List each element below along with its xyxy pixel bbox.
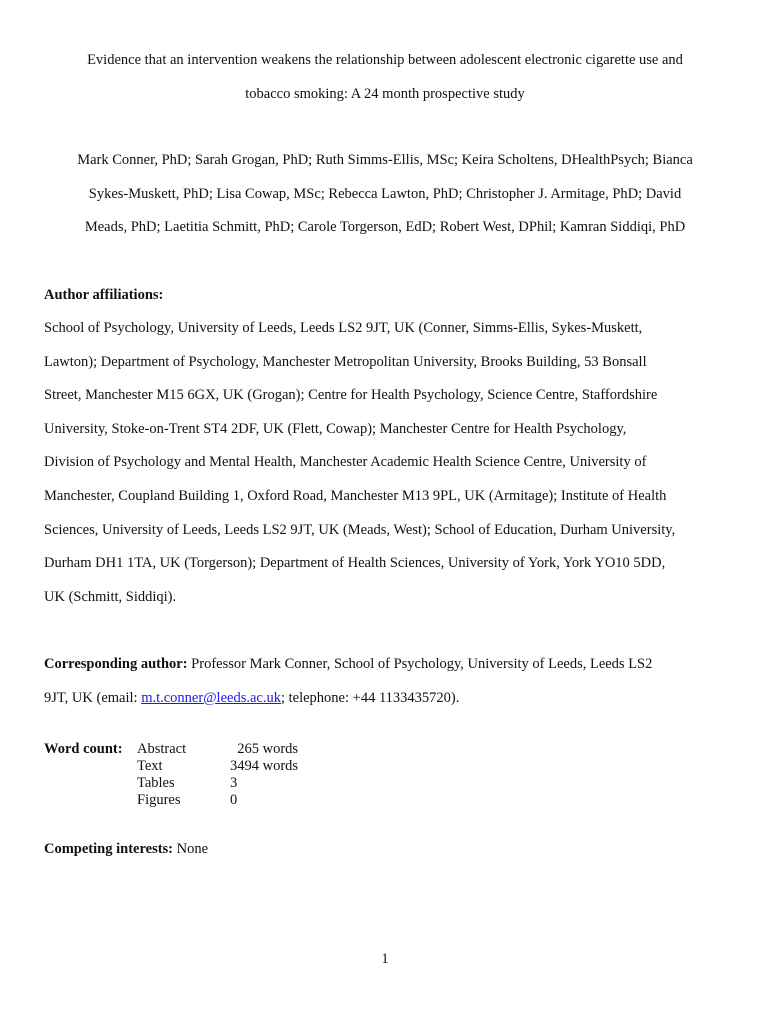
affiliation-line: Street, Manchester M15 6GX, UK (Grogan); Centre for Health Psychology, Science Centre, Staffordshire xyxy=(44,387,658,404)
word-count-value: 3 xyxy=(230,775,238,791)
affiliation-line: Durham DH1 1TA, UK (Torgerson); Department of Health Sciences, University of York, York YO10 5DD, xyxy=(44,555,666,572)
competing-interests xyxy=(44,833,734,867)
competing-interests-value: None xyxy=(173,841,209,857)
corresponding-line-2 xyxy=(44,682,734,716)
affiliations-heading: Author affiliations: xyxy=(44,287,164,303)
author-list xyxy=(40,144,730,245)
affiliation-line: Manchester, Coupland Building 1, Oxford Road, Manchester M13 9PL, UK (Armitage); Institute of Health xyxy=(44,487,667,504)
corresponding-label: Corresponding author: xyxy=(44,656,188,672)
word-count-value: 3494 words xyxy=(230,758,299,774)
corresponding-details: Professor Mark Conner, School of Psychology, University of Leeds, Leeds LS2 xyxy=(187,656,653,672)
word-count-value: 265 words xyxy=(230,741,299,757)
word-count-item: Text xyxy=(137,758,163,774)
title-line-2: tobacco smoking: A 24 month prospective study xyxy=(245,86,525,102)
affiliation-line: Sciences, University of Leeds, Leeds LS2 9JT, UK (Meads, West); School of Education, Durham University, xyxy=(44,521,676,538)
affiliation-line: Lawton); Department of Psychology, Manchester Metropolitan University, Brooks Building, 53 Bonsall xyxy=(44,353,647,370)
affiliations-text xyxy=(44,312,734,614)
competing-interests-label: Competing interests: xyxy=(44,841,174,857)
title-line-1: Evidence that an intervention weakens the relationship between adolescent electronic cigarette use and xyxy=(87,52,683,68)
paper-title xyxy=(40,43,730,111)
authors-line-3: Meads, PhD; Laetitia Schmitt, PhD; Carole Torgerson, EdD; Robert West, DPhil; Kamran Siddiqi, PhD xyxy=(84,219,686,235)
word-count-item: Abstract xyxy=(137,741,187,757)
affiliation-line: UK (Schmitt, Siddiqi). xyxy=(44,588,177,605)
authors-line-2: Sykes-Muskett, PhD; Lisa Cowap, MSc; Rebecca Lawton, PhD; Christopher J. Armitage, PhD; David xyxy=(88,185,682,202)
authors-line-1: Mark Conner, PhD; Sarah Grogan, PhD; Ruth Simms-Ellis, MSc; Keira Scholtens, DHealthPsych; Bianca xyxy=(77,152,693,168)
corresponding-line-1 xyxy=(44,648,734,682)
corresponding-author xyxy=(44,648,734,715)
corresponding-address-end: 9JT, UK (email: xyxy=(44,689,142,706)
word-count-item: Tables xyxy=(137,775,175,791)
email-link[interactable]: m.t.conner@leeds.ac.uk xyxy=(141,689,281,706)
affiliation-line: University, Stoke-on-Trent ST4 2DF, UK (Flett, Cowap); Manchester Centre for Health Psychology, xyxy=(44,420,627,437)
word-count-label: Word count: xyxy=(44,741,123,757)
affiliation-line: School of Psychology, University of Leeds, Leeds LS2 9JT, UK (Conner, Simms-Ellis, Sykes-Muskett, xyxy=(44,320,643,336)
page-number: 1 xyxy=(381,951,389,967)
affiliation-line: Division of Psychology and Mental Health, Manchester Academic Health Science Centre, University of xyxy=(44,454,647,471)
word-count-value: 0 xyxy=(230,792,238,808)
word-count-item: Figures xyxy=(137,792,181,808)
corresponding-phone: ; telephone: +44 1133435720). xyxy=(280,689,460,706)
